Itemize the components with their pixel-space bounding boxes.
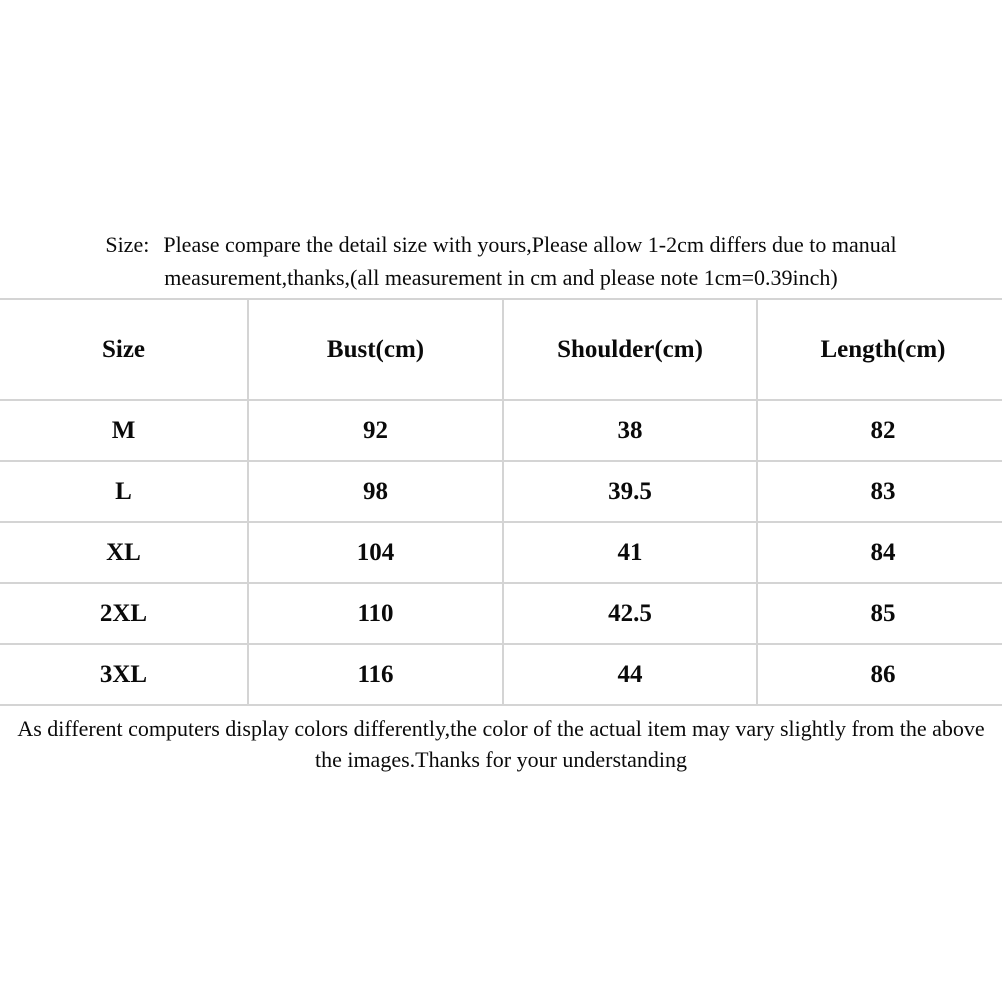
- table-row: [0, 522, 1002, 583]
- table-row: [0, 583, 1002, 644]
- size-table-header-row: [0, 299, 1002, 400]
- size-note-text-1: Please compare the detail size with yours,Please allow 1-2cm differs due to manual: [163, 232, 897, 257]
- table-cell: 86: [757, 644, 1002, 705]
- color-disclaimer-line-2: the images.Thanks for your understanding: [314, 747, 688, 772]
- size-note: [0, 228, 1002, 294]
- table-cell: 83: [757, 461, 1002, 522]
- table-cell: 85: [757, 583, 1002, 644]
- size-label: Size:: [105, 232, 150, 257]
- table-cell: 110: [248, 583, 503, 644]
- table-cell: 41: [503, 522, 757, 583]
- table-cell: 2XL: [0, 583, 248, 644]
- size-table-body: [0, 400, 1002, 705]
- table-cell: 44: [503, 644, 757, 705]
- table-cell: 98: [248, 461, 503, 522]
- column-header: Size: [0, 299, 248, 400]
- size-table: [0, 298, 1002, 706]
- table-cell: 82: [757, 400, 1002, 461]
- column-header: Length(cm): [757, 299, 1002, 400]
- size-note-line-1: [0, 228, 1002, 261]
- table-cell: 39.5: [503, 461, 757, 522]
- size-note-line-2: measurement,thanks,(all measurement in cm and please note 1cm=0.39inch): [164, 265, 838, 290]
- color-disclaimer: [0, 713, 1002, 775]
- table-cell: 3XL: [0, 644, 248, 705]
- table-cell: 116: [248, 644, 503, 705]
- size-table-head: [0, 299, 1002, 400]
- table-cell: 92: [248, 400, 503, 461]
- table-cell: M: [0, 400, 248, 461]
- column-header: Bust(cm): [248, 299, 503, 400]
- column-header: Shoulder(cm): [503, 299, 757, 400]
- table-row: [0, 644, 1002, 705]
- table-cell: 104: [248, 522, 503, 583]
- table-row: [0, 461, 1002, 522]
- table-cell: L: [0, 461, 248, 522]
- table-cell: 38: [503, 400, 757, 461]
- table-cell: 84: [757, 522, 1002, 583]
- color-disclaimer-line-1: As different computers display colors differently,the color of the actual item may vary slightly from the above: [17, 716, 985, 741]
- table-cell: 42.5: [503, 583, 757, 644]
- table-cell: XL: [0, 522, 248, 583]
- table-row: [0, 400, 1002, 461]
